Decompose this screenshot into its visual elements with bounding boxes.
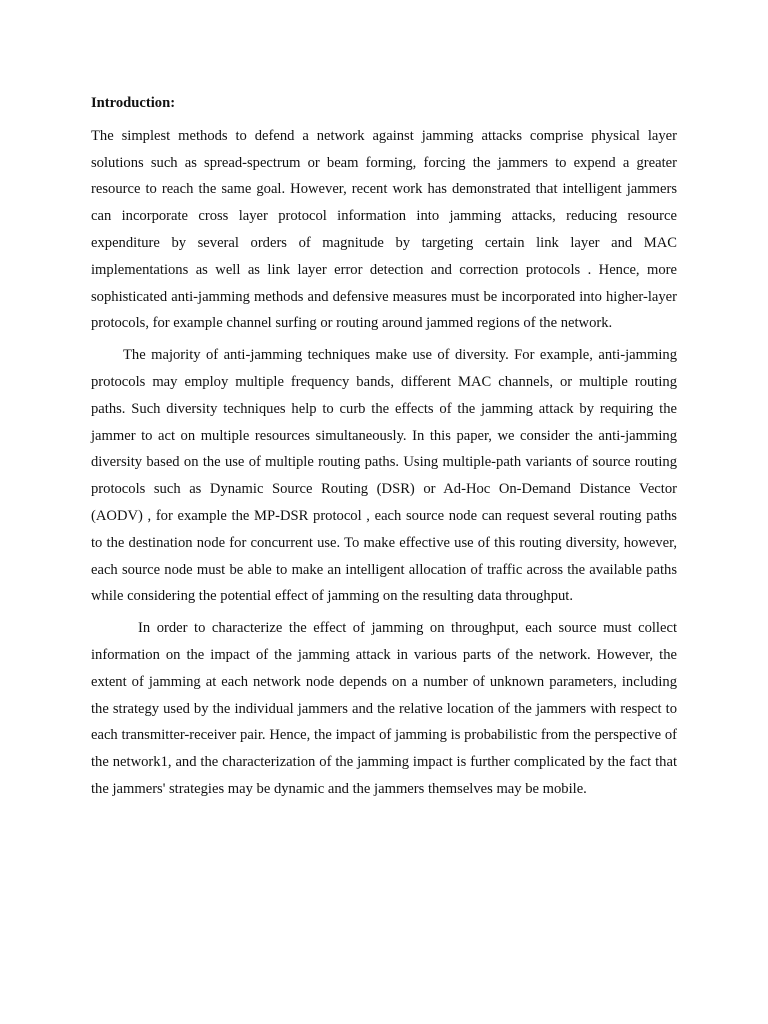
section-heading: Introduction: [91, 95, 176, 111]
paragraph-1: The simplest methods to defend a network against jamming attacks comprise physical layer solutions such as spread-spectrum or beam forming, forcing the jammers to expend a greater resource to reach the same goal. However, recent work has demonstrated that intelligent jammers can incorporate cross layer protocol information into jamming attacks, reducing resource expenditure by several orders of magnitude by targeting certain link layer and MAC implementations as well as link layer error detection and correction protocols . Hence, more sophisticated anti-jamming methods and defensive measures must be incorporated into higher-layer protocols, for example channel surfing or routing around jammed regions of the network. [91, 127, 677, 332]
paragraph-2: The majority of anti-jamming techniques make use of diversity. For example, anti-jamming protocols may employ multiple frequency bands, different MAC channels, or multiple routing paths. Such diversity techniques help to curb the effects of the jamming attack by requiring the jammer to act on multiple resources simultaneously. In this paper, we consider the anti-jamming diversity based on the use of multiple routing paths. Using multiple-path variants of source routing protocols such as Dynamic Source Routing (DSR) or Ad-Hoc On-Demand Distance Vector (AODV) , for example the MP-DSR protocol , each source node can request several routing paths to the destination node for concurrent use. To make effective use of this routing diversity, however, each source node must be able to make an intelligent allocation of traffic across the available paths while considering the potential effect of jamming on the resulting data throughput. [91, 347, 677, 605]
paragraph-3: In order to characterize the effect of jamming on throughput, each source must collect information on the impact of the jamming attack in various parts of the network. However, the extent of jamming at each network node depends on a number of unknown parameters, including the strategy used by the individual jammers and the relative location of the jammers with respect to each transmitter-receiver pair. Hence, the impact of jamming is probabilistic from the perspective of the network1, and the characterization of the jamming impact is further complicated by the fact that the jammers' strategies may be dynamic and the jammers themselves may be mobile. [91, 620, 677, 797]
document-body [91, 90, 677, 808]
